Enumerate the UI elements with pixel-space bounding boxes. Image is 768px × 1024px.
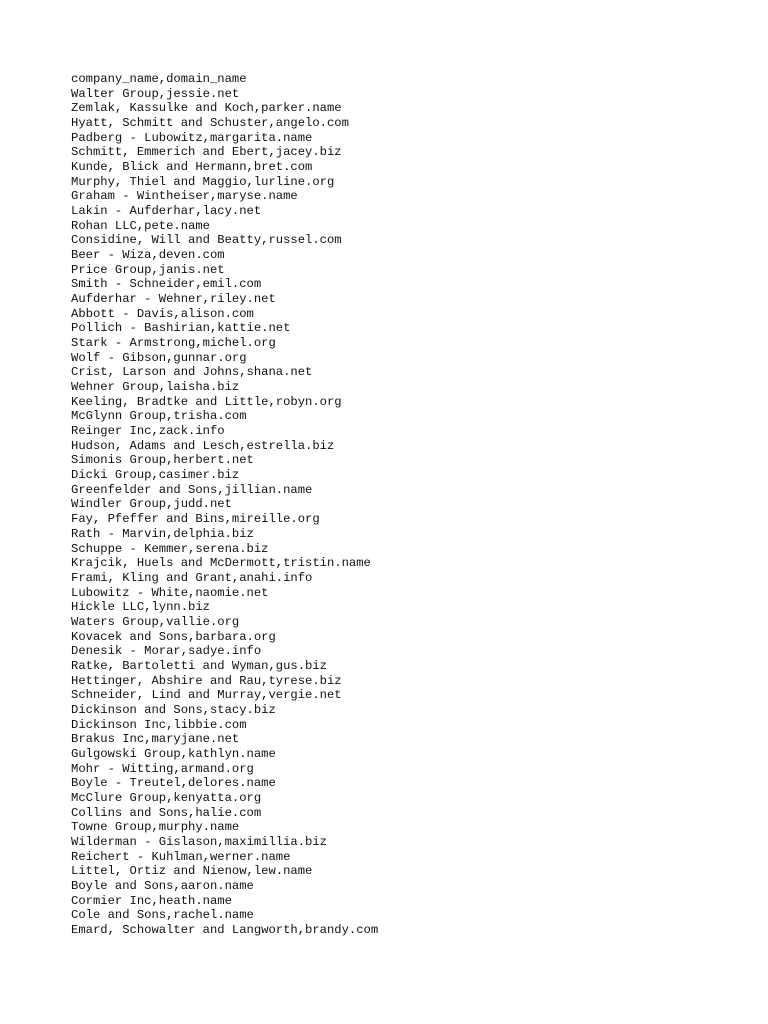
csv-line: Cole and Sons,rachel.name [71,908,254,923]
csv-content [71,72,378,938]
csv-line: Hickle LLC,lynn.biz [71,600,210,615]
csv-line: Gulgowski Group,kathlyn.name [71,746,276,761]
csv-line: Hudson, Adams and Lesch,estrella.biz [71,438,335,453]
csv-line: Boyle and Sons,aaron.name [71,878,254,893]
csv-line: Wehner Group,laisha.biz [71,380,240,395]
csv-line: Wilderman - Gislason,maximillia.biz [71,834,327,849]
csv-line: Mohr - Witting,armand.org [71,761,254,776]
csv-line: Beer - Wiza,deven.com [71,248,225,263]
csv-line: Keeling, Bradtke and Little,robyn.org [71,394,342,409]
csv-line: Padberg - Lubowitz,margarita.name [71,130,313,145]
csv-line: Rohan LLC,pete.name [71,218,210,233]
csv-line: Rath - Marvin,delphia.biz [71,526,254,541]
csv-line: Wolf - Gibson,gunnar.org [71,350,247,365]
csv-line: Emard, Schowalter and Langworth,brandy.com [71,922,379,937]
csv-line: Towne Group,murphy.name [71,820,240,835]
csv-line: Abbott - Davis,alison.com [71,306,254,321]
csv-line: McGlynn Group,trisha.com [71,409,247,424]
csv-line: Dickinson Inc,libbie.com [71,717,247,732]
csv-line: Smith - Schneider,emil.com [71,277,262,292]
csv-line: Boyle - Treutel,delores.name [71,776,276,791]
csv-line: Stark - Armstrong,michel.org [71,336,276,351]
csv-line: Lubowitz - White,naomie.net [71,585,269,600]
csv-line: Schuppe - Kemmer,serena.biz [71,541,269,556]
csv-line: Brakus Inc,maryjane.net [71,732,240,747]
csv-line: Aufderhar - Wehner,riley.net [71,292,276,307]
csv-line: Crist, Larson and Johns,shana.net [71,365,313,380]
csv-line: Simonis Group,herbert.net [71,453,254,468]
csv-line: Graham - Wintheiser,maryse.name [71,189,298,204]
csv-line: McClure Group,kenyatta.org [71,790,262,805]
csv-line: Hyatt, Schmitt and Schuster,angelo.com [71,116,349,131]
csv-line: Krajcik, Huels and McDermott,tristin.name [71,556,371,571]
csv-line: Collins and Sons,halie.com [71,805,262,820]
csv-line: Reinger Inc,zack.info [71,424,225,439]
csv-line: Zemlak, Kassulke and Koch,parker.name [71,101,342,116]
csv-line: Considine, Will and Beatty,russel.com [71,233,342,248]
csv-line: Denesik - Morar,sadye.info [71,644,262,659]
csv-line: Ratke, Bartoletti and Wyman,gus.biz [71,658,327,673]
csv-line: Fay, Pfeffer and Bins,mireille.org [71,512,320,527]
csv-line: Pollich - Bashirian,kattie.net [71,321,291,336]
csv-line: Frami, Kling and Grant,anahi.info [71,570,313,585]
csv-header-line: company_name,domain_name [71,72,247,86]
csv-line: Price Group,janis.net [71,262,225,277]
csv-line: Lakin - Aufderhar,lacy.net [71,204,262,219]
csv-line: Windler Group,judd.net [71,497,232,512]
csv-line: Dickinson and Sons,stacy.biz [71,702,276,717]
csv-line: Schmitt, Emmerich and Ebert,jacey.biz [71,145,342,160]
csv-line: Murphy, Thiel and Maggio,lurline.org [71,174,335,189]
csv-line: Dicki Group,casimer.biz [71,468,240,483]
csv-line: Reichert - Kuhlman,werner.name [71,849,291,864]
csv-line: Cormier Inc,heath.name [71,893,232,908]
csv-line: Greenfelder and Sons,jillian.name [71,482,313,497]
csv-line: Waters Group,vallie.org [71,614,240,629]
csv-line: Hettinger, Abshire and Rau,tyrese.biz [71,673,342,688]
csv-line: Walter Group,jessie.net [71,86,240,101]
csv-line: Kunde, Blick and Hermann,bret.com [71,160,313,175]
csv-line: Littel, Ortiz and Nienow,lew.name [71,864,313,879]
csv-line: Kovacek and Sons,barbara.org [71,629,276,644]
csv-line: Schneider, Lind and Murray,vergie.net [71,688,342,703]
